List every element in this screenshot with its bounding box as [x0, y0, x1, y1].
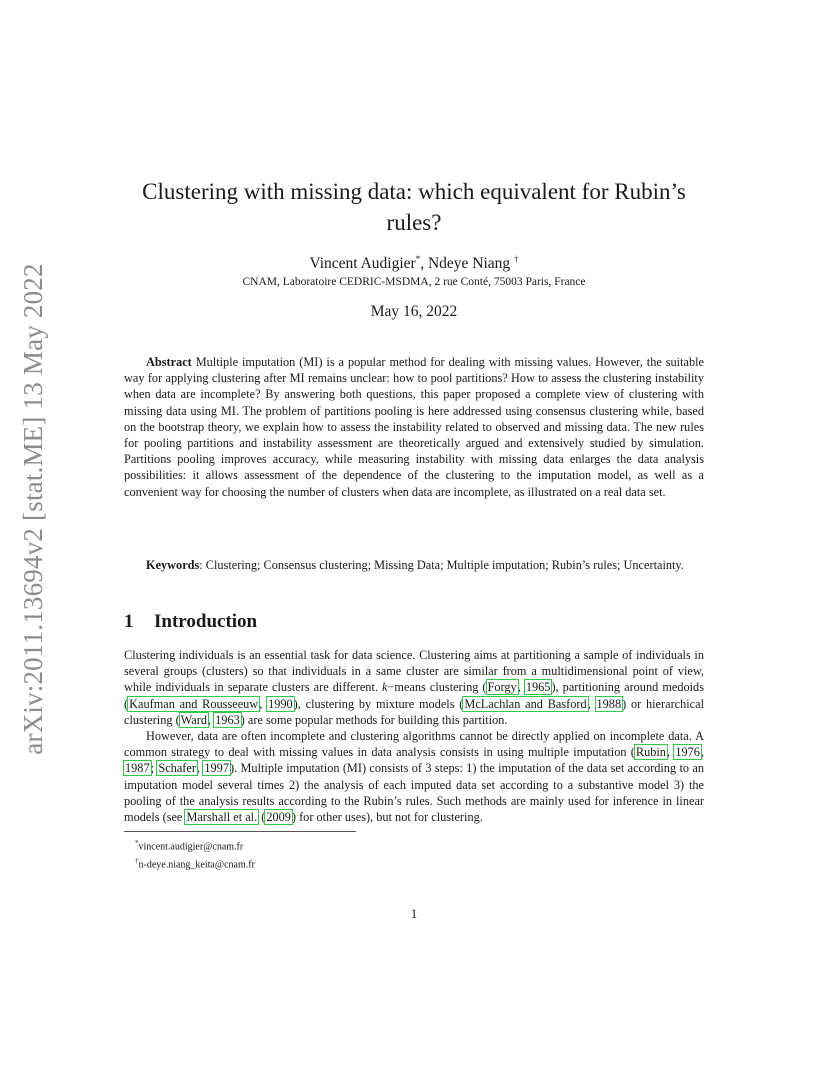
arxiv-identifier-stamp: arXiv:2011.13694v2 [stat.ME] 13 May 2022: [18, 263, 48, 755]
author-name: Ndeye Niang: [427, 255, 511, 273]
paper-title: Clustering with missing data: which equivalent for Rubin’s rules?: [142, 179, 686, 235]
affiliation: CNAM, Laboratoire CEDRIC-MSDMA, 2 rue Conté, 75003 Paris, France: [242, 276, 586, 288]
citation-link[interactable]: 1987: [125, 761, 150, 776]
text-run: ,: [208, 712, 215, 727]
footnote-email: vincent.audigier@cnam.fr: [138, 841, 244, 853]
citation-link[interactable]: 1988: [596, 696, 622, 711]
footnote-divider: [124, 831, 356, 832]
text-run: −means clustering (: [387, 680, 487, 695]
text-run: ,: [700, 745, 704, 760]
author-name: Vincent Audigier: [309, 255, 416, 273]
text-run: However, data are often incomplete and clustering algorithms cannot be directly applied on incomplete data. A common strategy to deal with missing values in data analysis consists in using multiple imputation (: [124, 729, 704, 760]
text-run: (: [258, 810, 266, 825]
footnote-marker: †: [135, 857, 139, 866]
section-title: Introduction: [154, 611, 258, 632]
text-run: ), partitioning around medoids (: [124, 680, 704, 711]
page-number: 1: [410, 906, 418, 921]
footnotes: [135, 836, 255, 873]
keywords: [124, 557, 704, 573]
math-symbol: k: [382, 680, 388, 695]
citation-link[interactable]: 1997: [204, 761, 229, 776]
citation-link[interactable]: Forgy: [487, 680, 517, 695]
text-run: ,: [666, 745, 675, 760]
text-run: ,: [517, 680, 525, 695]
abstract-label: Abstract: [146, 355, 192, 369]
section-number: 1: [124, 611, 134, 632]
paragraph: [124, 647, 704, 728]
keywords-text: : Clustering; Consensus clustering; Missing Data; Multiple imputation; Rubin’s rules; Uncertainty.: [199, 558, 684, 572]
citation-link[interactable]: 2009: [266, 810, 291, 825]
footnote: [135, 854, 255, 872]
citation-link[interactable]: Kaufman and Rousseeuw: [129, 696, 259, 711]
author-list: [120, 254, 708, 273]
citation-link[interactable]: 1965: [525, 680, 551, 695]
text-run: ,: [587, 696, 596, 711]
text-run: ;: [150, 761, 158, 776]
keywords-label: Keywords: [146, 558, 200, 572]
footnote: [135, 836, 255, 854]
text-run: ,: [196, 761, 204, 776]
text-run: ) for other uses), but not for clustering.: [291, 810, 483, 825]
text-run: ,: [259, 696, 268, 711]
text-run: ). Multiple imputation (MI) consists of 3 steps: 1) the imputation of the data set according to an imputation model several times 2) the analysis of each imputed data set according to a substantive model 3) the pooling of the analysis results according to the Rubin’s rules. Such methods are mainly used for inference in linear models (see: [124, 761, 704, 825]
author-separator: ,: [420, 255, 428, 273]
citation-link[interactable]: Rubin: [635, 745, 666, 760]
citation-link[interactable]: Marshall et al.: [186, 810, 258, 825]
section-heading: [124, 611, 257, 633]
abstract-text: Multiple imputation (MI) is a popular method for dealing with missing values. However, the suitable way for applying clustering after MI remains unclear: how to pool partitions? How to assess the clustering instability when data are incomplete? By answering both questions, this paper proposed a complete view of clustering with missing data using MI. The problem of partitions pooling is here addressed using consensus clustering while, based on the bootstrap theory, we explain how to assess the instability related to observed and missing data. The new rules for pooling partitions and instability assessment are theoretically argued and extensively studied by simulation. Partitions pooling improves accuracy, while measuring instability with missing data enlarges the data analysis possibilities: it allows assessment of the dependence of the clustering to the imputation model, as well as a convenient way for choosing the number of clusters when data are incomplete, as illustrated on a real data set.: [124, 355, 704, 499]
citation-link[interactable]: 1990: [268, 696, 293, 711]
paragraph: [124, 728, 704, 825]
citation-link[interactable]: Schafer: [158, 761, 196, 776]
citation-link[interactable]: McLachlan and Basford: [464, 696, 587, 711]
footnote-marker[interactable]: *: [415, 254, 421, 264]
text-run: ) or hierarchical clustering (: [124, 696, 705, 727]
footnote-marker: *: [135, 839, 139, 847]
footnote-marker[interactable]: †: [514, 254, 519, 264]
abstract: [124, 354, 704, 500]
citation-link[interactable]: 1963: [215, 712, 240, 727]
publication-date: May 16, 2022: [370, 303, 458, 320]
text-run: ), clustering by mixture models (: [293, 696, 464, 711]
text-run: Clustering individuals is an essential task for data science. Clustering aims at partitioning a sample of individuals in several groups (clusters) so that individuals in a same cluster are similar from a multidimensional point of view, while individuals in separate clusters are different.: [124, 648, 704, 695]
citation-link[interactable]: 1976: [675, 745, 700, 760]
text-run: ) are some popular methods for building this partition.: [240, 712, 508, 727]
footnote-email: n-deye.niang_keita@cnam.fr: [138, 859, 255, 871]
introduction-body: [124, 647, 704, 825]
citation-link[interactable]: Ward: [180, 712, 207, 727]
